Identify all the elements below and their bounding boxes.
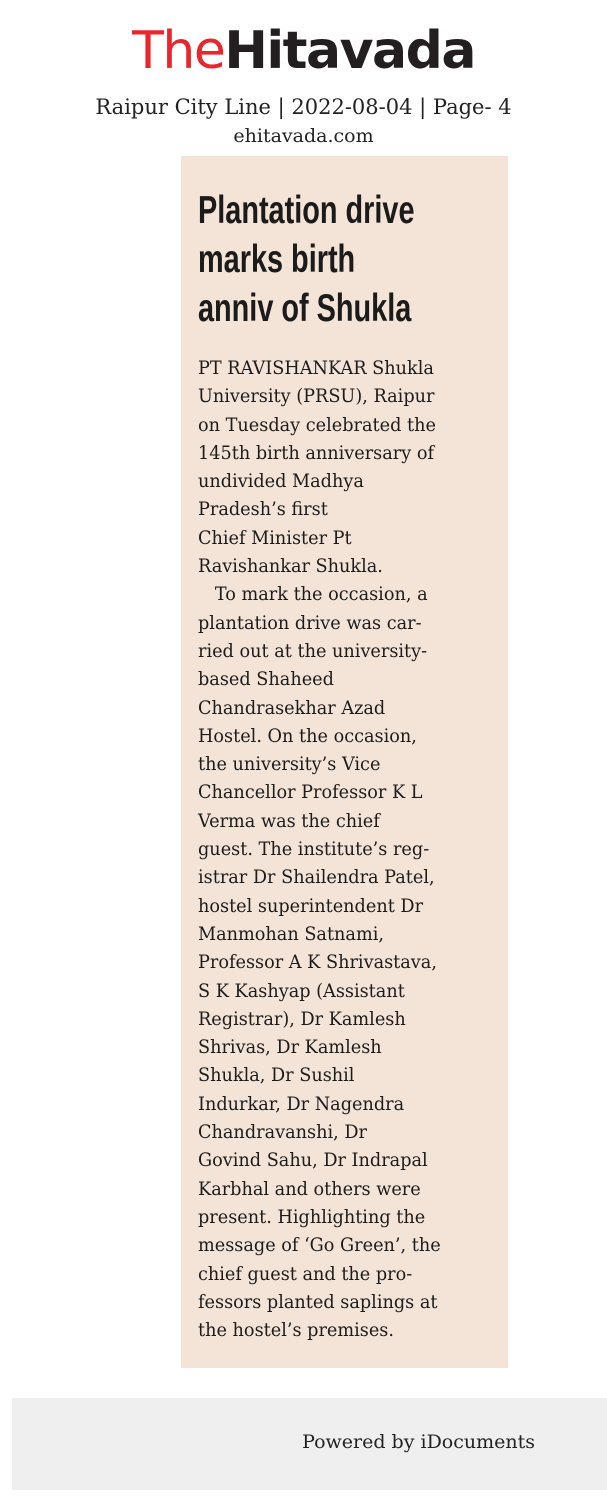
body-line: Registrar), Dr Kamlesh — [198, 1007, 406, 1030]
body-line: fessors planted saplings at — [198, 1290, 438, 1313]
body-line: To mark the occasion, a — [198, 583, 428, 606]
body-line: undivided Madhya — [198, 470, 364, 493]
body-line: chief guest and the pro- — [198, 1262, 413, 1285]
body-line: Karbhal and others were — [198, 1177, 421, 1200]
logo-hitavada: Hitavada — [224, 21, 475, 81]
body-line: hostel superintendent Dr — [198, 894, 424, 917]
article-body — [198, 354, 503, 1344]
body-line: Ravishankar Shukla. — [198, 555, 383, 578]
edition-info: Raipur City Line | 2022-08-04 | Page- 4 — [95, 95, 512, 119]
body-line: Shukla, Dr Sushil — [198, 1064, 355, 1087]
body-line: Chief Minister Pt — [198, 526, 352, 549]
body-line: Chandrasekhar Azad — [198, 696, 386, 719]
body-line: S K Kashyap (Assistant — [198, 979, 405, 1002]
body-line: PT RAVISHANKAR Shukla — [198, 357, 434, 379]
body-line: the hostel’s premises. — [198, 1319, 394, 1342]
body-line: present. Highlighting the — [198, 1205, 426, 1228]
masthead-logo — [0, 20, 607, 82]
article-headline — [198, 186, 494, 333]
body-line: istrar Dr Shailendra Patel, — [198, 866, 435, 889]
body-line: Govind Sahu, Dr Indrapal — [198, 1149, 428, 1172]
body-line: Indurkar, Dr Nagendra — [198, 1092, 405, 1115]
body-line: Shrivas, Dr Kamlesh — [198, 1036, 382, 1059]
body-line: message of ‘Go Green’, the — [198, 1234, 441, 1257]
body-line: ried out at the university- — [198, 639, 428, 662]
article-clipping — [181, 156, 508, 1368]
footer-bar — [12, 1398, 607, 1490]
body-line: Hostel. On the occasion, — [198, 724, 417, 747]
body-line: 145th birth anniversary of — [198, 441, 435, 464]
powered-by-text: Powered by iDocuments — [302, 1431, 535, 1453]
body-line: University (PRSU), Raipur — [198, 385, 435, 408]
site-url: ehitavada.com — [233, 125, 374, 147]
body-line: Professor A K Shrivastava, — [198, 951, 437, 974]
headline-line: Plantation drive — [198, 189, 415, 232]
logo-the: The — [132, 21, 225, 81]
body-line: on Tuesday celebrated the — [198, 413, 436, 436]
body-line: Chancellor Professor K L — [198, 781, 423, 804]
body-line: Pradesh’s first — [198, 498, 328, 521]
headline-line: marks birth — [198, 238, 356, 281]
headline-line: anniv of Shukla — [198, 287, 412, 330]
body-line: guest. The institute’s reg- — [198, 838, 430, 861]
body-line: based Shaheed — [198, 668, 334, 691]
body-line: Chandravanshi, Dr — [198, 1121, 367, 1144]
body-line: Manmohan Satnami, — [198, 922, 384, 945]
body-line: Verma was the chief — [198, 809, 380, 832]
body-line: plantation drive was car- — [198, 611, 422, 634]
body-line: the university’s Vice — [198, 753, 381, 776]
